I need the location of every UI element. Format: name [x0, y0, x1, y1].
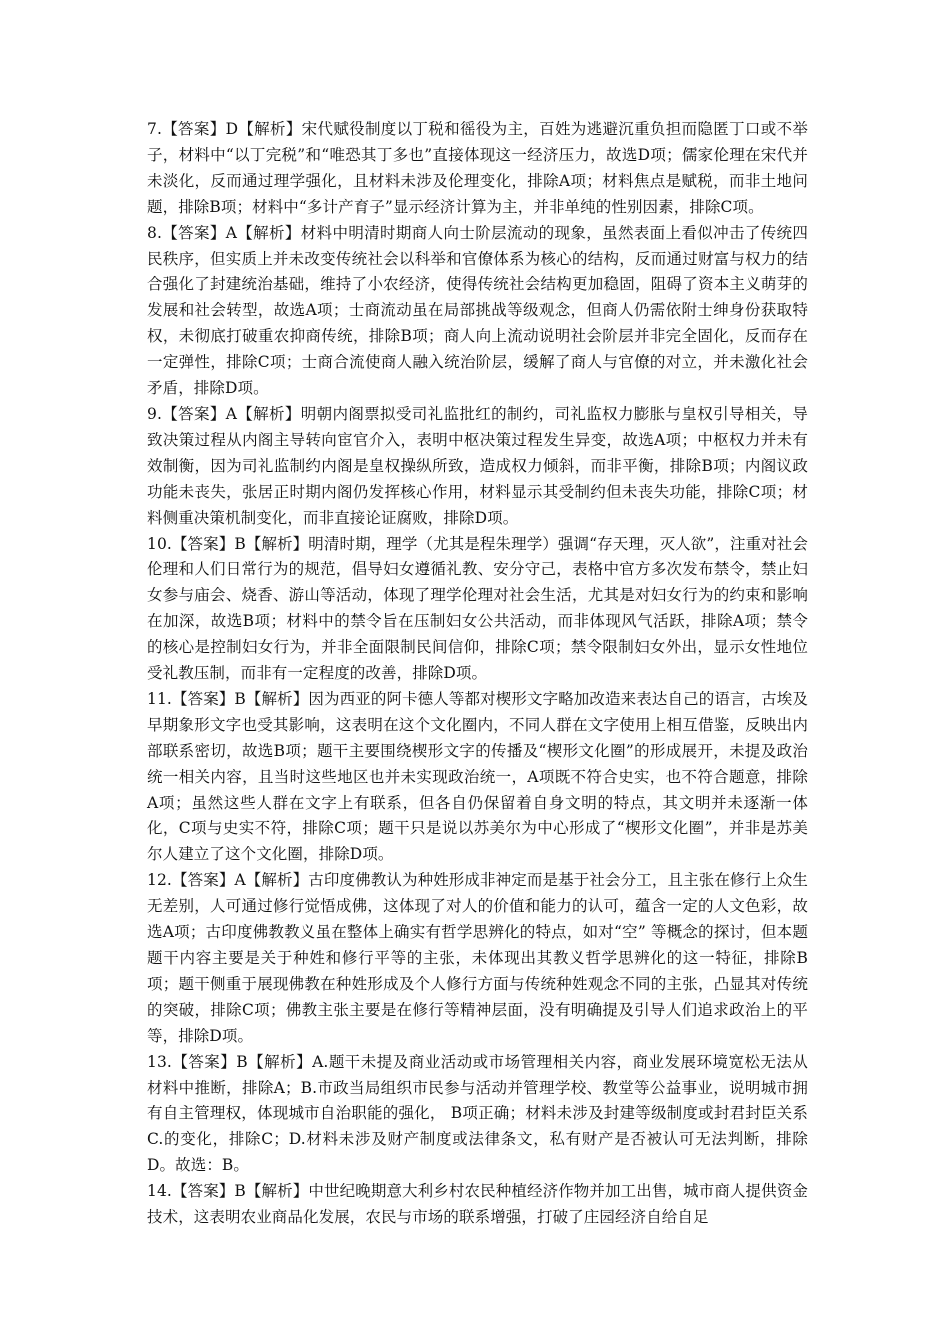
question-number: 8. [147, 223, 162, 242]
analysis-text: A.题干未提及商业活动或市场管理相关内容，商业发展环境宽松无法从材料中推断，排除A；B.市政当局组织市民参与活动并管理学校、教堂等公益事业，说明城市拥有自主管理权，体现城市自治职能的强化， B项正确；材料未涉及封建等级制度或封君封臣关系C.的变化，排除C；D.材料未涉及财产制度或法律条文，私有财产是否被认可无法判断，排除D。故选：B。 [147, 1052, 808, 1175]
analysis-tag: 【解析】 [238, 120, 302, 138]
answer-tag: 【答案】 [162, 404, 226, 423]
answer-tag: 【答案】 [171, 1182, 235, 1201]
entry-12 [147, 868, 808, 1049]
question-number: 9. [147, 404, 162, 423]
analysis-text: 明朝内阁票拟受司礼监批红的制约，司礼监权力膨胀与皇权引导相关，导致决策过程从内阁主导转向宦官介入，表明中枢决策过程发生异变，故选A项；中枢权力并未有效制衡，因为司礼监制约内阁是皇权操纵所致，造成权力倾斜，而非平衡，排除B项；内阁议政功能未丧失，张居正时期内阁仍发挥核心作用，材料显示其受制约但未丧失功能，排除C项；材料侧重决策机制变化，而非直接论证腐败，排除D项。 [147, 404, 809, 527]
analysis-text: 古印度佛教认为种姓形成非神定而是基于社会分工，且主张在修行上众生无差别，人可通过修行觉悟成佛，这体现了对人的价值和能力的认可，蕴含一定的人文色彩，故选A项；古印度佛教教义虽在整体上确实有哲学思辨化的特点，如对“空” 等概念的探讨，但本题题干内容主要是关于种姓和修行平等的主张，未体现出其教义哲学思辨化的这一特征，排除B项；题干侧重于展现佛教在种姓形成及个人修行方面与传统种姓观念不同的主张，凸显其对传统的突破，排除C项；佛教主张主要是在修行等精神层面，没有明确提及引导人们追求政治上的平等，排除D项。 [147, 871, 809, 1045]
answer-letter: A [225, 223, 238, 242]
analysis-tag: 【解析】 [245, 534, 309, 553]
question-number: 11. [147, 689, 172, 708]
entry-14 [147, 1179, 808, 1231]
entry-13 [147, 1050, 808, 1180]
analysis-tag: 【解析】 [237, 404, 301, 423]
entry-10 [147, 532, 808, 687]
question-number: 13. [147, 1052, 172, 1071]
answer-letter: B [234, 689, 246, 708]
answer-tag: 【答案】 [171, 689, 235, 708]
answer-letter: D [225, 120, 239, 138]
analysis-text: 材料中明清时期商人向士阶层流动的现象，虽然表面上看似冲击了传统四民秩序，但实质上并未改变传统社会以科举和官僚体系为核心的结构，反而通过财富与权力的结合强化了封建统治基础，维持了小农经济，使得传统社会结构更加稳固，阻碍了资本主义萌芽的发展和社会转型，故选A项；士商流动虽在局部挑战等级观念，但商人仍需依附士绅身份获取特权，未彻底打破重农抑商传统，排除B项；商人向上流动说明社会阶层并非完全固化，反而存在一定弹性，排除C项；士商合流使商人融入统治阶层，缓解了商人与官僚的对立，并未激化社会矛盾，排除D项。 [147, 223, 809, 398]
analysis-text: 明清时期，理学（尤其是程朱理学）强调“存天理，灭人欲”，注重对社会伦理和人们日常行为的规范，倡导妇女遵循礼教、安分守己，表格中官方多次发布禁令，禁止妇女参与庙会、烧香、游山等活动，体现了理学伦理对社会生活，尤其是对妇女行为的约束和影响在加深，故选B项；材料中的禁令旨在压制妇女公共活动，而非体现风气活跃，排除A项；禁令的核心是控制妇女行为，并非全面限制民间信仰，排除C项；禁令限制妇女外出，显示女性地位受礼教压制，而非有一定程度的改善，排除D项。 [147, 534, 809, 683]
analysis-text: 宋代赋役制度以丁税和徭役为主，百姓为逃避沉重负担而隐匿丁口或不举子，材料中“以丁完税”和“唯恐其丁多也”直接体现这一经济压力，故选D项；儒家伦理在宋代并未淡化，反而通过理学强化，且材料未涉及伦理变化，排除A项；材料焦点是赋税，而非土地问题，排除B项；材料中“多计产育子”显示经济计算为主，并非单纯的性别因素，排除C项。 [147, 120, 809, 216]
analysis-tag: 【解析】 [237, 223, 301, 242]
analysis-text: 中世纪晚期意大利乡村农民种植经济作物并加工出售，城市商人提供资金技术，这表明农业商品化发展，农民与市场的联系增强，打破了庄园经济自给自足 [147, 1182, 808, 1227]
entry-9 [147, 402, 808, 532]
analysis-tag: 【解析】 [247, 1052, 313, 1071]
answer-letter: A [225, 404, 238, 423]
answer-tag: 【答案】 [162, 223, 226, 242]
answer-analysis-page [147, 117, 808, 1231]
answer-letter: B [234, 534, 246, 553]
answer-letter: B [236, 1052, 248, 1071]
analysis-text: 因为西亚的阿卡德人等都对楔形文字略加改造来表达自己的语言，古埃及早期象形文字也受其影响，这表明在这个文化圈内，不同人群在文字使用上相互借鉴，反映出内部联系密切，故选B项；题干主要围绕楔形文字的传播及“楔形文化圈”的形成展开，未提及政治统一相关内容，且当时这些地区也并未实现政治统一，A项既不符合史实，也不符合题意，排除A项；虽然这些人群在文字上有联系，但各自仍保留着自身文明的特点，其文明并未逐渐一体化，C项与史实不符，排除C项；题干只是说以苏美尔为中心形成了“楔形文化圈”，并非是苏美尔人建立了这个文化圈，排除D项。 [147, 689, 808, 864]
answer-letter: A [234, 871, 246, 890]
question-number: 12. [147, 871, 172, 890]
entry-7 [147, 117, 808, 221]
entry-11 [147, 687, 808, 868]
analysis-tag: 【解析】 [245, 871, 309, 890]
entry-8 [147, 221, 808, 402]
question-number: 10. [147, 534, 172, 553]
answer-tag: 【答案】 [171, 534, 235, 553]
question-number: 7. [147, 120, 162, 138]
answer-tag: 【答案】 [171, 1052, 237, 1071]
answer-letter: B [234, 1182, 246, 1201]
answer-tag: 【答案】 [171, 871, 235, 890]
answer-tag: 【答案】 [162, 120, 226, 138]
analysis-tag: 【解析】 [245, 689, 309, 708]
question-number: 14. [147, 1182, 172, 1201]
analysis-tag: 【解析】 [245, 1182, 309, 1201]
